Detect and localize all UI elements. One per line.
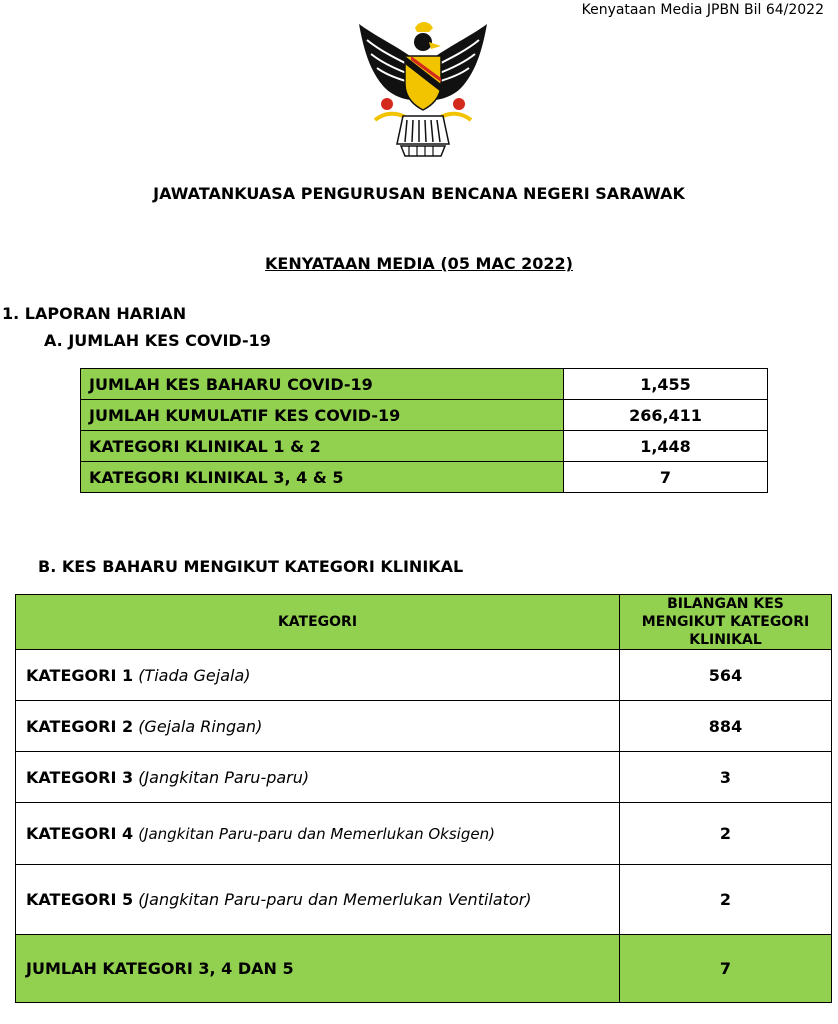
- section-heading-laporan-harian: 1. LAPORAN HARIAN: [2, 304, 187, 323]
- table-header-row: [16, 595, 832, 650]
- table-row: [81, 431, 768, 462]
- category-name: KATEGORI 2: [26, 716, 134, 736]
- category-description: (Jangkitan Paru-paru): [138, 767, 310, 787]
- category-description: (Tiada Gejala): [138, 665, 251, 685]
- category-name: KATEGORI 4: [26, 824, 134, 843]
- category-description: (Gejala Ringan): [138, 716, 263, 736]
- category-cell: [16, 803, 620, 865]
- category-count: 884: [620, 701, 832, 752]
- row-value: 1,448: [564, 431, 768, 462]
- total-value: 7: [620, 935, 832, 1003]
- table-row: [81, 462, 768, 493]
- column-header-bilangan: BILANGAN KES MENGIKUT KATEGORI KLINIKAL: [620, 595, 832, 650]
- page-title: [0, 254, 838, 273]
- category-cell: [16, 865, 620, 935]
- row-label: JUMLAH KES BAHARU COVID-19: [81, 369, 564, 400]
- category-name: KATEGORI 5: [26, 890, 134, 909]
- category-name: KATEGORI 3: [26, 767, 134, 787]
- row-value: 1,455: [564, 369, 768, 400]
- row-label: JUMLAH KUMULATIF KES COVID-19: [81, 400, 564, 431]
- category-description: (Jangkitan Paru-paru dan Memerlukan Oksigen): [138, 825, 495, 843]
- subsection-heading-b: B. KES BAHARU MENGIKUT KATEGORI KLINIKAL: [38, 557, 464, 576]
- table-row: [16, 803, 832, 865]
- page-title-text: KENYATAAN MEDIA (05 MAC 2022): [265, 254, 573, 273]
- category-count: 2: [620, 803, 832, 865]
- category-count: 564: [620, 650, 832, 701]
- row-value: 7: [564, 462, 768, 493]
- table-row: [81, 369, 768, 400]
- row-label: KATEGORI KLINIKAL 1 & 2: [81, 431, 564, 462]
- clinical-category-table: [15, 594, 832, 1003]
- table-row: [16, 701, 832, 752]
- category-cell: [16, 650, 620, 701]
- category-count: 3: [620, 752, 832, 803]
- total-label: JUMLAH KATEGORI 3, 4 DAN 5: [16, 935, 620, 1003]
- table-row: [16, 752, 832, 803]
- subsection-heading-a: A. JUMLAH KES COVID-19: [44, 331, 271, 350]
- table-row: [16, 865, 832, 935]
- category-cell: [16, 752, 620, 803]
- category-name: KATEGORI 1: [26, 665, 134, 685]
- organization-name: JAWATANKUASA PENGURUSAN BENCANA NEGERI SARAWAK: [153, 184, 685, 203]
- table-row: [81, 400, 768, 431]
- row-label: KATEGORI KLINIKAL 3, 4 & 5: [81, 462, 564, 493]
- row-value: 266,411: [564, 400, 768, 431]
- category-cell: [16, 701, 620, 752]
- column-header-kategori: KATEGORI: [16, 595, 620, 650]
- category-count: 2: [620, 865, 832, 935]
- covid-summary-table: [80, 368, 768, 493]
- sarawak-coat-of-arms-icon: [357, 16, 489, 162]
- table-total-row: [16, 935, 832, 1003]
- category-description: (Jangkitan Paru-paru dan Memerlukan Ventilator): [138, 890, 532, 909]
- table-row: [16, 650, 832, 701]
- document-reference: Kenyataan Media JPBN Bil 64/2022: [581, 2, 824, 18]
